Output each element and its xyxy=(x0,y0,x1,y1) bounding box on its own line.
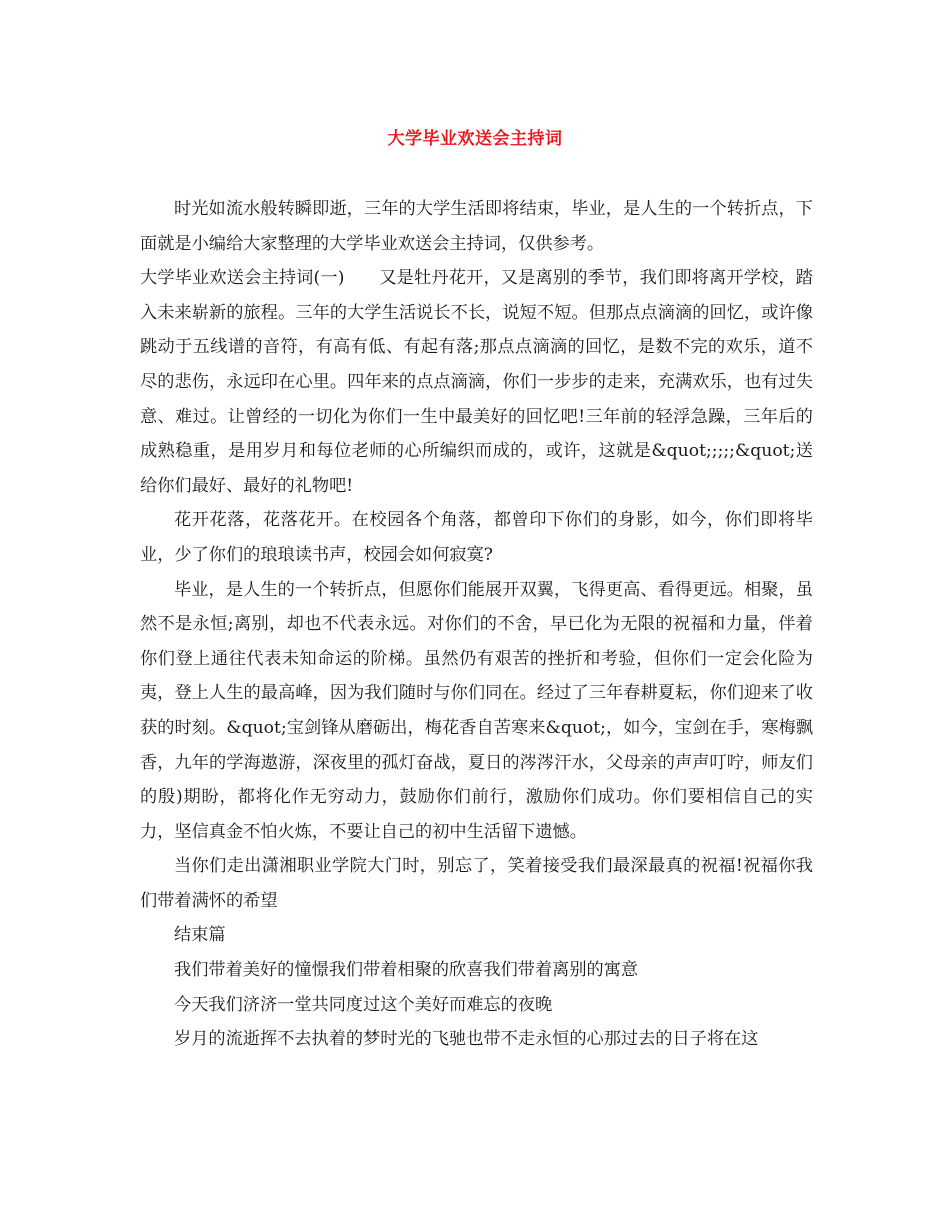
paragraph-host-speech-one: 大学毕业欢送会主持词(一) 又是牡丹花开，又是离别的季节，我们即将离开学校，踏入未来崭新的旅程。三年的大学生活说长不长，说短不短。但那点点滴滴的回忆，或许像跳动于五线谱的音符，有高有低、有起有落;那点点滴滴的回忆，是数不完的欢乐，道不尽的悲伤，永远印在心里。四年来的点点滴滴，你们一步步的走来，充满欢乐，也有过失意、难过。让曾经的一切化为你们一生中最美好的回忆吧!三年前的轻浮急躁，三年后的成熟稳重，是用岁月和每位老师的心所编织而成的，或许，这就是&quot;;;;;&quot;送给你们最好、最好的礼物吧! xyxy=(140,268,813,496)
paragraph-flowers: 花开花落，花落花开。在校园各个角落，都曾印下你们的身影，如今，你们即将毕业，少了你们的琅琅读书声，校园会如何寂寞? xyxy=(140,510,813,565)
paragraph-blessing: 当你们走出潇湘职业学院大门时，别忘了，笑着接受我们最深最真的祝福!祝福你我们带着满怀的希望 xyxy=(140,856,813,911)
document-title: 大学毕业欢送会主持词 xyxy=(387,129,563,149)
document-body xyxy=(140,192,813,1057)
paragraph-intro: 时光如流水般转瞬即逝，三年的大学生活即将结束，毕业，是人生的一个转折点，下面就是小编给大家整理的大学毕业欢送会主持词，仅供参考。 xyxy=(140,199,813,254)
paragraph-ending-line-2: 今天我们济济一堂共同度过这个美好而难忘的夜晚 xyxy=(174,994,553,1015)
paragraph-ending-heading: 结束篇 xyxy=(174,925,226,946)
paragraph-ending-line-1: 我们带着美好的憧憬我们带着相聚的欣喜我们带着离别的寓意 xyxy=(174,960,639,981)
paragraph-ending-line-3: 岁月的流逝挥不去执着的梦时光的飞驰也带不走永恒的心那过去的日子将在这 xyxy=(174,1029,759,1050)
paragraph-graduation: 毕业，是人生的一个转折点，但愿你们能展开双翼，飞得更高、看得更远。相聚，虽然不是永恒;离别，却也不代表永远。对你们的不舍，早已化为无限的祝福和力量，伴着你们登上通往代表未知命运的阶梯。虽然仍有艰苦的挫折和考验，但你们一定会化险为夷，登上人生的最高峰，因为我们随时与你们同在。经过了三年春耕夏耘，你们迎来了收获的时刻。&quot;宝剑锋从磨砺出，梅花香自苦寒来&quot;，如今，宝剑在手，寒梅飘香，九年的学海遨游，深夜里的孤灯奋战，夏日的涔涔汗水，父母亲的声声叮咛，师友们的殷)期盼，都将化作无穷动力，鼓励你们前行，激励你们成功。你们要相信自己的实力，坚信真金不怕火炼，不要让自己的初中生活留下遗憾。 xyxy=(140,579,813,842)
